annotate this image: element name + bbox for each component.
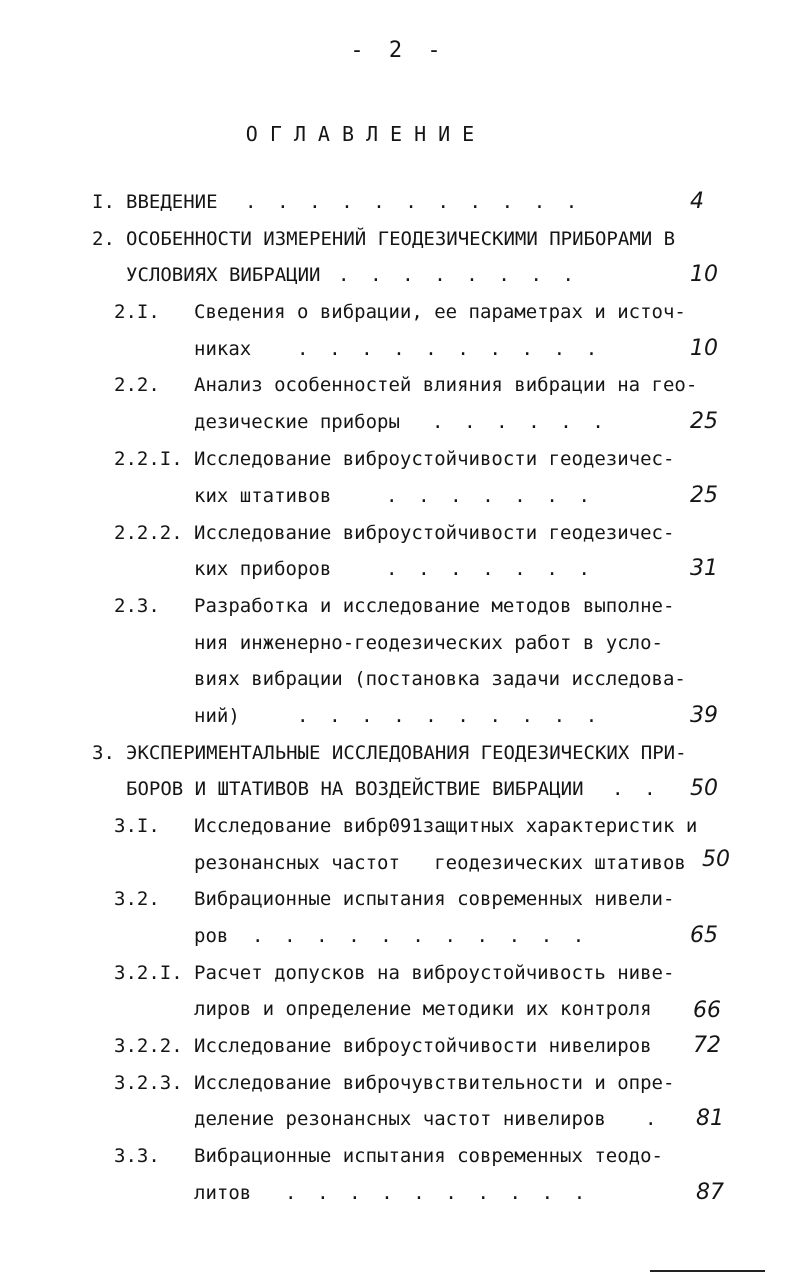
entry-page: 87 [696, 1180, 724, 1205]
entry-page: 66 [693, 998, 721, 1023]
entry-text: Исследование виброустойчивости геодезичес- [194, 522, 675, 544]
entry-text: БОРОВ И ШТАТИВОВ НА ВОЗДЕЙСТВИЕ ВИБРАЦИИ [126, 778, 584, 800]
entry-text: ния инженерно-геодезических работ в усло- [194, 632, 663, 654]
footer-rule [650, 1270, 765, 1272]
entry-text: резонансных частот геодезических штативов [194, 852, 686, 874]
entry-number: 2.2.I. [114, 448, 183, 470]
entry-number: I. [92, 191, 115, 213]
entry-number: 2.2. [114, 374, 160, 396]
entry-number: 3.I. [114, 815, 160, 837]
entry-text: Сведения о вибрации, ее параметрах и источ- [194, 301, 686, 323]
entry-page: 39 [690, 703, 718, 728]
entry-page: 10 [690, 336, 718, 361]
entry-page: 65 [690, 923, 718, 948]
entry-text: Исследование виброчувствительности и опре- [194, 1072, 675, 1094]
entry-text: ких штативов [194, 485, 332, 507]
entry-text: Расчет допусков на виброустойчивость ниве- [194, 962, 675, 984]
leader-dots: . . . . . . . [386, 558, 595, 580]
leader-dots: . . . . . . . . . . [297, 705, 602, 727]
entry-text: литов [194, 1182, 252, 1204]
entry-number: 3. [92, 742, 115, 764]
entry-number: 3.2.2. [114, 1035, 183, 1057]
entry-number: 3.2.I. [114, 962, 183, 984]
entry-number: 3.2.3. [114, 1072, 183, 1094]
toc-title: ОГЛАВЛЕНИЕ [245, 122, 487, 146]
entry-page: 81 [696, 1106, 724, 1131]
entry-number: 2.2.2. [114, 522, 183, 544]
entry-number: 3.3. [114, 1145, 160, 1167]
entry-page: 25 [690, 483, 718, 508]
entry-text: Вибрационные испытания современных нивели- [194, 888, 675, 910]
leader-dots: . . . . . . [432, 411, 609, 433]
entry-text: дезические приборы [194, 411, 400, 433]
entry-text: Исследование вибр091защитных характеристик и [194, 815, 698, 837]
entry-page: 72 [693, 1033, 721, 1058]
leader-dots: . . . . . . . . [338, 264, 579, 286]
leader-dots: . . . . . . . . . . [297, 338, 602, 360]
entry-text: деление резонансных частот нивелиров [194, 1108, 606, 1130]
entry-page: 4 [690, 189, 704, 214]
leader-dots: . . . . . . . [386, 485, 595, 507]
entry-text: виях вибрации (постановка задачи исследова- [194, 668, 686, 690]
leader-dots: . . . . . . . . . . . [245, 191, 582, 213]
entry-text: Анализ особенностей влияния вибрации на гео- [194, 374, 698, 396]
entry-text: лиров и определение методики их контроля [194, 998, 652, 1020]
entry-page: 50 [690, 776, 718, 801]
entry-text: Разработка и исследование методов выполне- [194, 595, 675, 617]
entry-text: никах [194, 338, 252, 360]
entry-page: 10 [690, 262, 718, 287]
entry-number: 3.2. [114, 888, 160, 910]
leader-dots: . . . . . . . . . . [285, 1182, 590, 1204]
entry-text: ких приборов [194, 558, 332, 580]
entry-number: 2.3. [114, 595, 160, 617]
entry-page: 25 [690, 409, 718, 434]
entry-text: ВВЕДЕНИЕ [126, 191, 218, 213]
leader-dots: . [645, 1108, 662, 1130]
entry-text: ров [194, 925, 229, 947]
entry-text: УСЛОВИЯХ ВИБРАЦИИ [126, 264, 321, 286]
entry-text: Вибрационные испытания современных теодо- [194, 1145, 663, 1167]
entry-page: 31 [690, 556, 718, 581]
entry-text: ЭКСПЕРИМЕНТАЛЬНЫЕ ИССЛЕДОВАНИЯ ГЕОДЕЗИЧЕСКИХ ПРИ- [126, 742, 687, 764]
entry-number: 2.I. [114, 301, 160, 323]
entry-text: Исследование виброустойчивости геодезичес- [194, 448, 675, 470]
entry-text: Исследование виброустойчивости нивелиров [194, 1035, 652, 1057]
entry-text: ний) [194, 705, 240, 727]
page-number: - 2 - [350, 38, 447, 63]
entry-number: 2. [92, 228, 115, 250]
leader-dots: . . . . . . . . . . . [252, 925, 589, 947]
leader-dots: . . [612, 778, 661, 800]
entry-page: 50 [702, 847, 730, 872]
entry-text: ОСОБЕННОСТИ ИЗМЕРЕНИЙ ГЕОДЕЗИЧЕСКИМИ ПРИБОРАМИ В [126, 228, 676, 250]
